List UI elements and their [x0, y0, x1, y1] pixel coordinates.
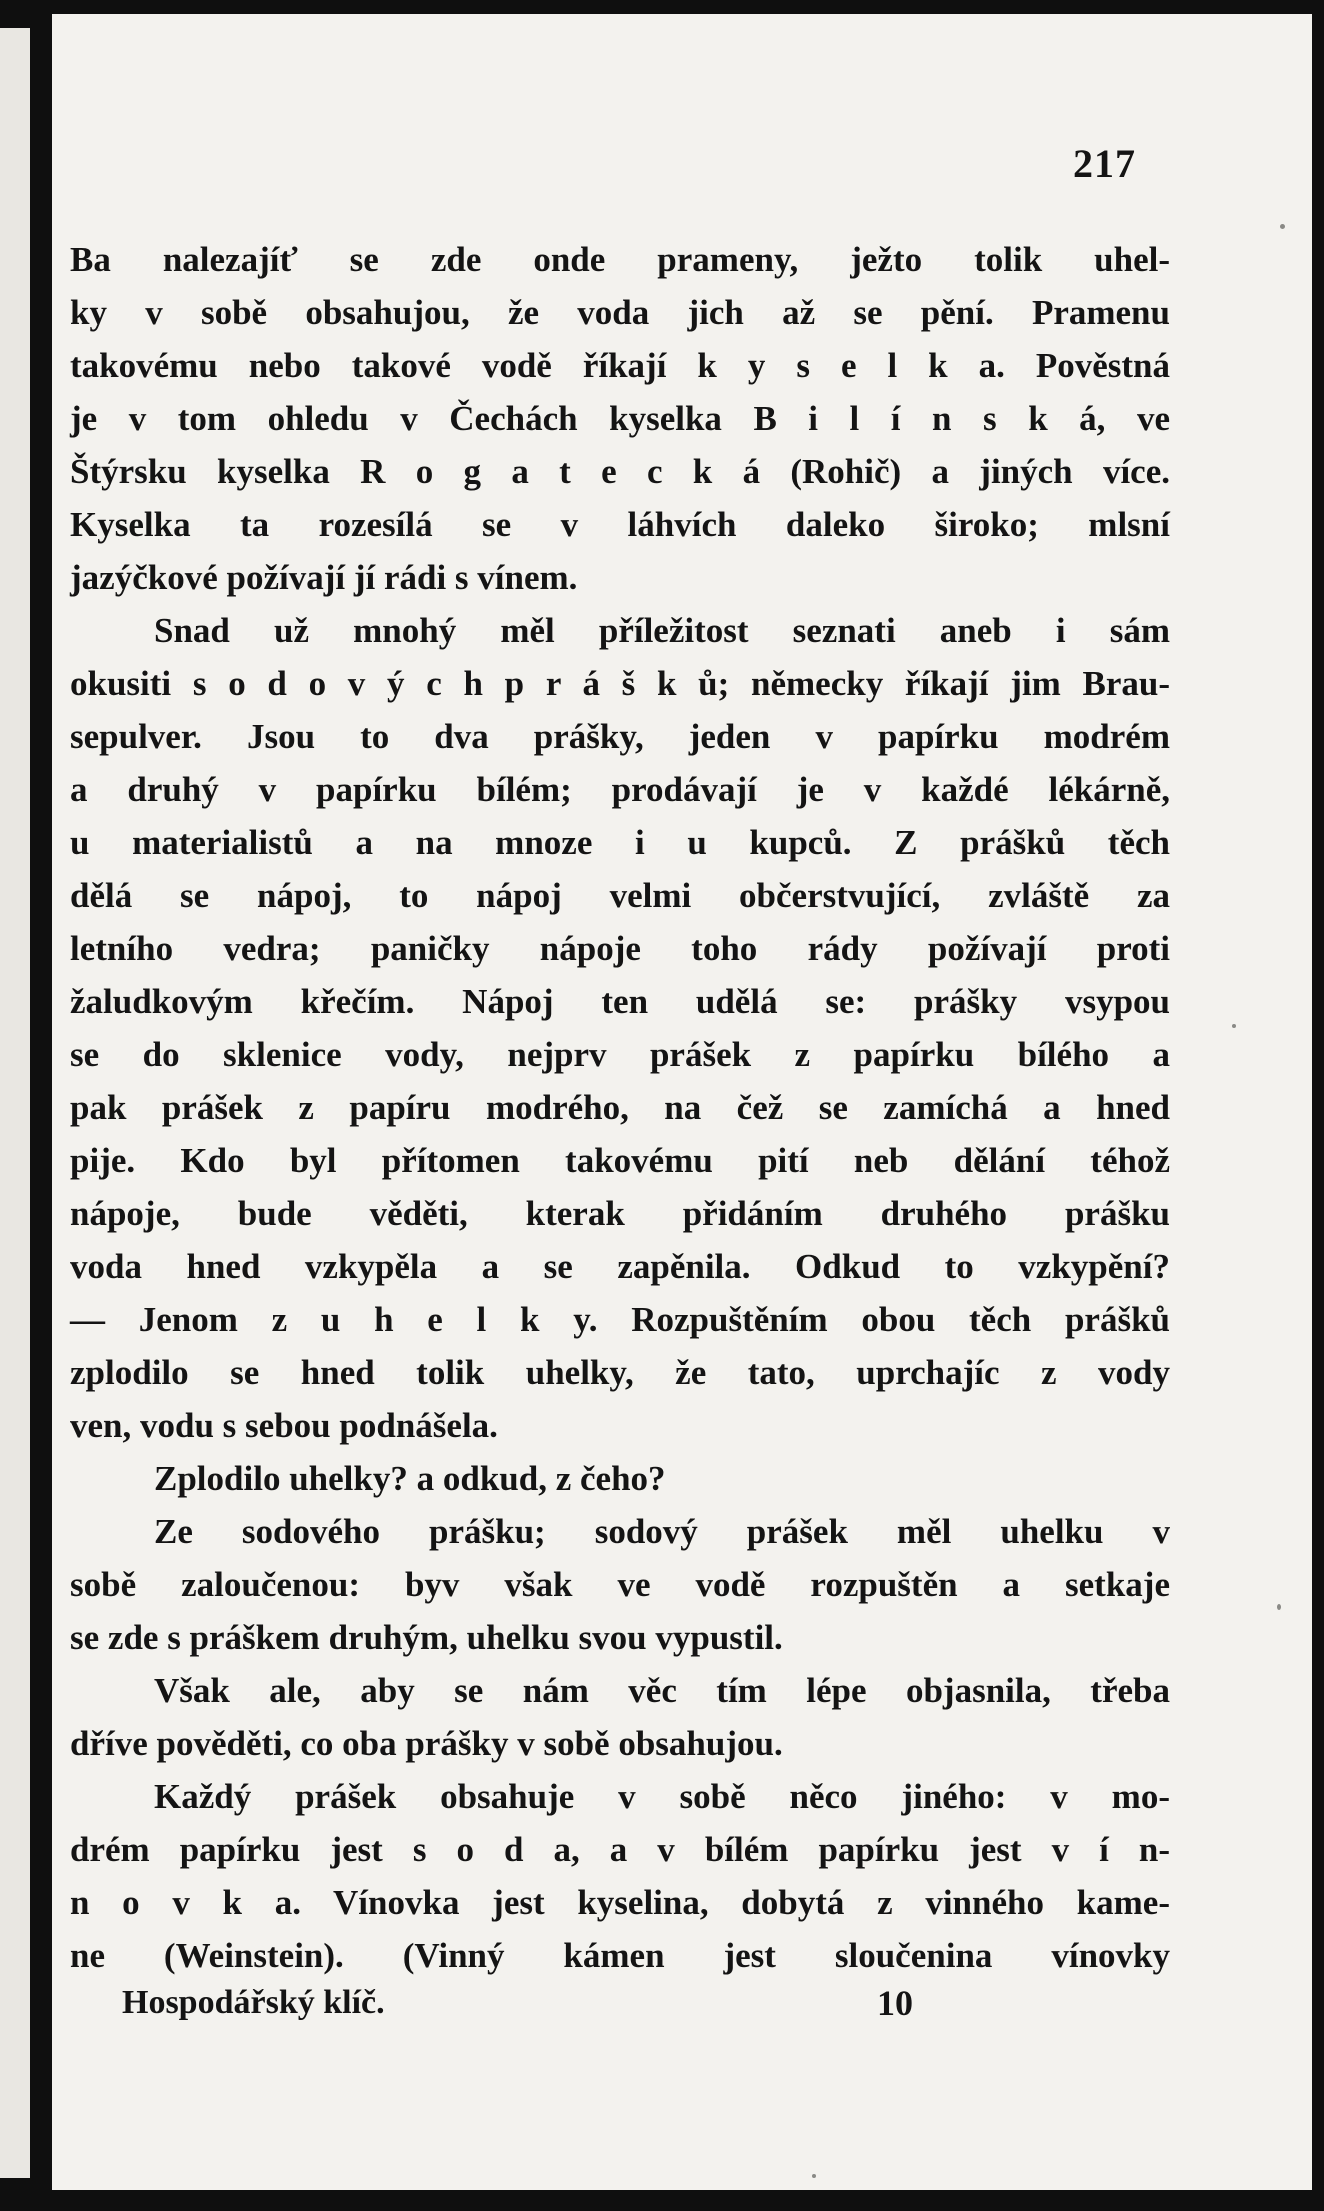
text-line: — Jenom z u h e l k y. Rozpuštěním obou těch prášků — [70, 1300, 1170, 1339]
text-line: okusiti s o d o v ý c h p r á š k ů; německy říkají jim Brau- — [70, 664, 1170, 703]
text-line: pak prášek z papíru modrého, na čež se zamíchá a hned — [70, 1088, 1170, 1127]
text-line: sobě zaloučenou: byv však ve vodě rozpuštěn a setkaje — [70, 1565, 1170, 1604]
text-line: Štýrsku kyselka R o g a t e c k á (Rohič) a jiných více. — [70, 452, 1170, 491]
text-line: sepulver. Jsou to dva prášky, jeden v papírku modrém — [70, 717, 1170, 756]
paper-speck — [1277, 1604, 1281, 1610]
text-line: Kyselka ta rozesílá se v láhvích daleko široko; mlsní — [70, 505, 1170, 544]
book-page — [52, 14, 1312, 2190]
previous-page-edge — [0, 28, 30, 2178]
text-line: Snad už mnohý měl příležitost seznati aneb i sám — [154, 611, 1170, 650]
text-line: žaludkovým křečím. Nápoj ten udělá se: prášky vsypou — [70, 982, 1170, 1021]
text-line: u materialistů a na mnoze i u kupců. Z prášků těch — [70, 823, 1170, 862]
text-line: n o v k a. Vínovka jest kyselina, dobytá z vinného kame- — [70, 1883, 1170, 1922]
text-line: drém papírku jest s o d a, a v bílém papírku jest v í n- — [70, 1830, 1170, 1869]
text-line: dříve pověděti, co oba prášky v sobě obsahujou. — [70, 1724, 783, 1763]
text-line: a druhý v papírku bílém; prodávají je v každé lékárně, — [70, 770, 1170, 809]
text-line: voda hned vzkypěla a se zapěnila. Odkud to vzkypění? — [70, 1247, 1170, 1286]
text-line: je v tom ohledu v Čechách kyselka B i l í n s k á, ve — [70, 399, 1170, 438]
text-line: pije. Kdo byl přítomen takovému pití neb dělání téhož — [70, 1141, 1170, 1180]
text-line: ne (Weinstein). (Vinný kámen jest sloučenina vínovky — [70, 1936, 1170, 1975]
text-line: Ba nalezajíť se zde onde prameny, ježto tolik uhel- — [70, 240, 1170, 279]
text-line: ky v sobě obsahujou, že voda jich až se pění. Pramenu — [70, 293, 1170, 332]
paper-speck — [812, 2174, 816, 2178]
text-line: letního vedra; paničky nápoje toho rády požívají proti — [70, 929, 1170, 968]
paper-speck — [1280, 224, 1285, 229]
text-line: ven, vodu s sebou podnášela. — [70, 1406, 498, 1445]
signature-number: 10 — [877, 1983, 913, 2023]
text-line: nápoje, bude věděti, kterak přidáním druhého prášku — [70, 1194, 1170, 1233]
text-line: dělá se nápoj, to nápoj velmi občerstvující, zvláště za — [70, 876, 1170, 915]
text-line: se zde s práškem druhým, uhelku svou vypustil. — [70, 1618, 783, 1657]
text-line: jazýčkové požívají jí rádi s vínem. — [70, 558, 578, 597]
text-line: Ze sodového prášku; sodový prášek měl uhelku v — [154, 1512, 1170, 1551]
text-line: Zplodilo uhelky? a odkud, z čeho? — [154, 1459, 666, 1498]
body-text — [70, 233, 1170, 1982]
text-line: Každý prášek obsahuje v sobě něco jiného: v mo- — [154, 1777, 1170, 1816]
text-line: takovému nebo takové vodě říkají k y s e l k a. Pověstná — [70, 346, 1170, 385]
text-line: zplodilo se hned tolik uhelky, že tato, uprchajíc z vody — [70, 1353, 1170, 1392]
running-footer-title: Hospodářský klíč. — [122, 1984, 385, 2021]
paper-speck — [1232, 1024, 1236, 1028]
text-line: Však ale, aby se nám věc tím lépe objasnila, třeba — [154, 1671, 1170, 1710]
page-number: 217 — [1073, 141, 1136, 186]
text-line: se do sklenice vody, nejprv prášek z papírku bílého a — [70, 1035, 1170, 1074]
